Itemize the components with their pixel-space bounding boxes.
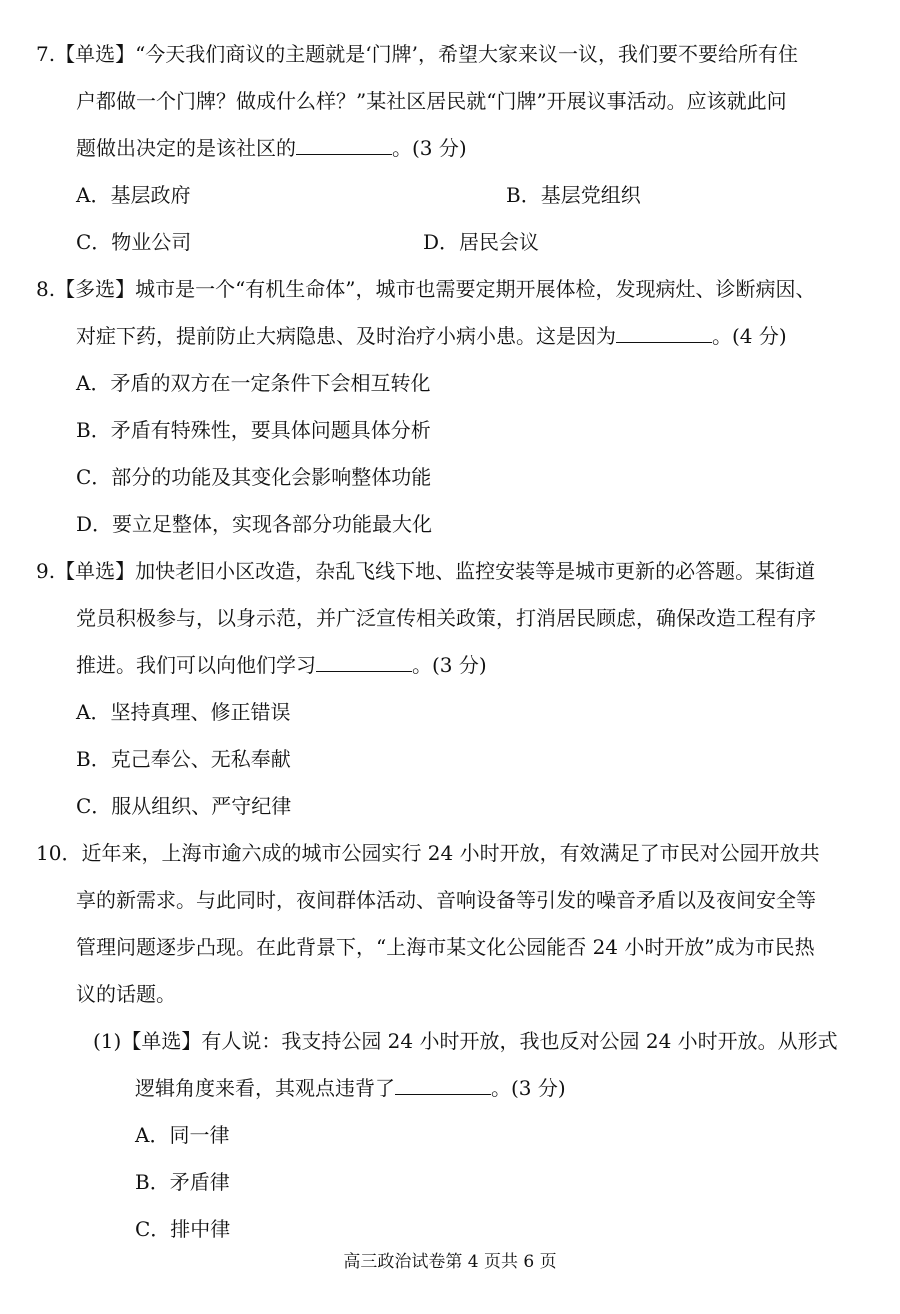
q9-line-1: 9.【单选】加快老旧小区改造，杂乱飞线下地、监控安装等是城市更新的必答题。某街道 <box>36 559 816 583</box>
q9-stem-end: 推进。我们可以向他们学习 <box>76 653 316 677</box>
q7-line-2: 户都做一个门牌？做成什么样？”某社区居民就“门牌”开展议事活动。应该就此问 <box>76 89 787 113</box>
q7-option-a: A．基层政府 <box>76 183 191 207</box>
q10-sub1-score: 。(3 分) <box>491 1076 566 1100</box>
q10-sub1-stem-end: 逻辑角度来看，其观点违背了 <box>135 1076 395 1100</box>
q10-sub1-option-b: B．矛盾律 <box>135 1170 230 1194</box>
q9-option-c: C．服从组织、严守纪律 <box>76 794 292 818</box>
q10-sub1-answer-blank <box>395 1076 491 1095</box>
q10-sub1-option-a: A．同一律 <box>135 1123 230 1147</box>
q7-stem-end: 题做出决定的是该社区的 <box>76 136 296 160</box>
q10-line-1: 10．近年来，上海市逾六成的城市公园实行 24 小时开放，有效满足了市民对公园开放共 <box>36 841 820 865</box>
q7-answer-blank <box>296 136 392 155</box>
q9-option-a: A．坚持真理、修正错误 <box>76 700 291 724</box>
q10-sub1-line-2 <box>135 1074 566 1102</box>
q8-line-2 <box>76 322 787 350</box>
q10-sub1-option-c: C．排中律 <box>135 1217 231 1241</box>
q9-answer-blank <box>316 653 412 672</box>
q8-option-a: A．矛盾的双方在一定条件下会相互转化 <box>76 371 431 395</box>
q9-line-2: 党员积极参与，以身示范，并广泛宣传相关政策，打消居民顾虑，确保改造工程有序 <box>76 606 816 630</box>
q8-stem-end: 对症下药，提前防止大病隐患、及时治疗小病小患。这是因为 <box>76 324 616 348</box>
q8-option-b: B．矛盾有特殊性，要具体问题具体分析 <box>76 418 431 442</box>
q7-line-1: 7.【单选】“今天我们商议的主题就是‘门牌’，希望大家来议一议，我们要不要给所有住 <box>36 42 799 66</box>
page-footer: 高三政治试卷第 4 页共 6 页 <box>343 1252 557 1272</box>
q10-sub1-line-1: (1)【单选】有人说：我支持公园 24 小时开放，我也反对公园 24 小时开放。从形式 <box>93 1029 838 1053</box>
q7-line-3 <box>76 134 467 162</box>
q9-line-3 <box>76 651 487 679</box>
q9-score: 。(3 分) <box>412 653 487 677</box>
q10-line-3: 管理问题逐步凸现。在此背景下，“上海市某文化公园能否 24 小时开放”成为市民热 <box>76 935 815 959</box>
q8-score: 。(4 分) <box>712 324 787 348</box>
q8-answer-blank <box>616 324 712 343</box>
q7-option-c: C．物业公司 <box>76 230 192 254</box>
q7-score: 。(3 分) <box>392 136 467 160</box>
q10-line-4: 议的话题。 <box>76 982 176 1006</box>
q8-option-c: C．部分的功能及其变化会影响整体功能 <box>76 465 432 489</box>
q7-option-b: B．基层党组织 <box>506 183 641 207</box>
q9-option-b: B．克己奉公、无私奉献 <box>76 747 291 771</box>
q8-line-1: 8.【多选】城市是一个“有机生命体”，城市也需要定期开展体检，发现病灶、诊断病因、 <box>36 277 816 301</box>
q8-option-d: D．要立足整体，实现各部分功能最大化 <box>76 512 433 536</box>
q7-option-d: D．居民会议 <box>423 230 540 254</box>
q10-line-2: 享的新需求。与此同时，夜间群体活动、音响设备等引发的噪音矛盾以及夜间安全等 <box>76 888 816 912</box>
